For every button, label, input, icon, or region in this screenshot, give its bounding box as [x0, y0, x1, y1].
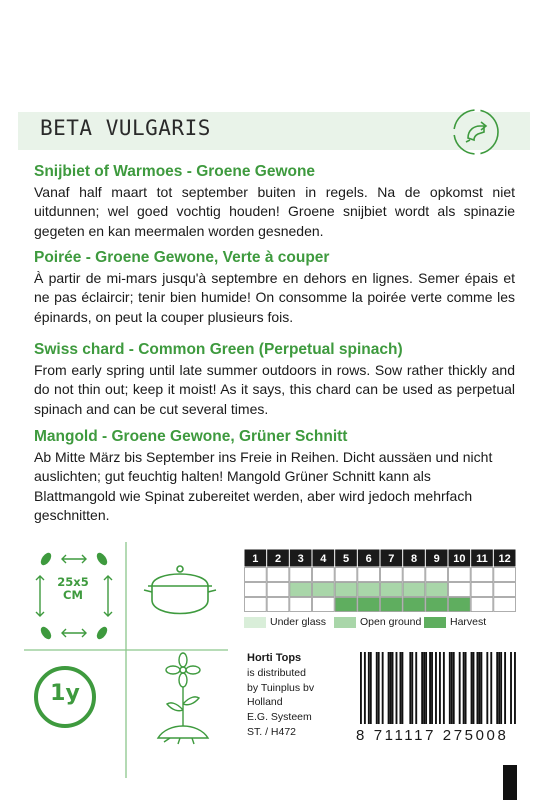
flowering-plant-icon — [150, 650, 216, 748]
calendar-cell-open-ground — [403, 583, 425, 597]
barcode-bar — [498, 652, 500, 724]
barcode-bar — [360, 652, 362, 724]
calendar-cell-under-glass — [335, 568, 357, 582]
calendar-cell-harvest — [426, 598, 448, 612]
calendar-legend — [244, 616, 516, 630]
barcode-bar — [480, 652, 482, 724]
barcode-bar — [392, 652, 394, 724]
legend-harvest: Harvest — [450, 616, 487, 628]
barcode-bar — [411, 652, 413, 724]
calendar-cell-under-glass — [403, 568, 425, 582]
heading-de: Mangold - Groene Gewone, Grüner Schnitt — [34, 428, 348, 445]
barcode-bar — [401, 652, 403, 724]
barcode-bar — [390, 652, 392, 724]
calendar-month-label: 9 — [433, 553, 440, 565]
spacing-unit: CM — [63, 588, 83, 602]
barcode-bar — [459, 652, 461, 724]
spacing-label — [50, 576, 96, 602]
barcode — [360, 652, 516, 724]
legend-swatch-under-glass — [244, 617, 266, 628]
text-fr: À partir de mi-mars jusqu'à septembre en dehors en lignes. Semer épais et ne pas éclaircir; tenir bien humide! On consomme la poirée verte comme les épinards, on peut la couper plusieurs fois. — [34, 270, 515, 325]
barcode-number: 8 711117 275008 — [356, 727, 509, 744]
barcode-bar — [496, 652, 498, 724]
calendar-cell-open-ground — [381, 583, 403, 597]
barcode-bar — [409, 652, 411, 724]
text-en: From early spring until late summer outdoors in rows. Sow rather thickly and do not thin out; keep it moist! As it says, this chard can be used as perpetual spinach and can be cut several times. — [34, 362, 515, 417]
calendar-month-label: 12 — [498, 553, 511, 565]
barcode-bar — [368, 652, 370, 724]
barcode-bar — [465, 652, 467, 724]
legend-under-glass: Under glass — [270, 616, 327, 628]
calendar-month-label: 3 — [297, 553, 304, 565]
heading-fr: Poirée - Groene Gewone, Verte à couper — [34, 249, 330, 266]
calendar-cell-open-ground — [245, 583, 267, 597]
calendar-cell-open-ground — [426, 583, 448, 597]
distributor-block — [247, 651, 314, 740]
calendar-month-label: 1 — [252, 553, 259, 565]
barcode-bar — [463, 652, 465, 724]
calendar-month-label: 4 — [320, 553, 327, 565]
calendar-cell-harvest — [335, 598, 357, 612]
barcode-bar — [364, 652, 366, 724]
heading-nl: Snijbiet of Warmoes - Groene Gewone — [34, 163, 316, 180]
calendar-cell-under-glass — [290, 568, 312, 582]
calendar-cell-under-glass — [494, 568, 516, 582]
recycle-hand-icon — [448, 104, 504, 160]
heading-en: Swiss chard - Common Green (Perpetual spinach) — [34, 341, 403, 358]
species-name: BETA VULGARIS — [40, 116, 211, 140]
calendar-cell-harvest — [381, 598, 403, 612]
distributor-line: by Tuinplus bv — [247, 681, 315, 694]
barcode-bar — [370, 652, 372, 724]
calendar-cell-under-glass — [358, 568, 380, 582]
calendar-cell-open-ground — [449, 583, 471, 597]
calendar-cell-open-ground — [335, 583, 357, 597]
barcode-bar — [421, 652, 423, 724]
barcode-bar — [500, 652, 502, 724]
calendar-cell-open-ground — [471, 583, 493, 597]
distributor-line: ST. / H472 — [247, 725, 297, 738]
calendar-cell-open-ground — [267, 583, 289, 597]
calendar-cell-under-glass — [267, 568, 289, 582]
barcode-bar — [504, 652, 506, 724]
text-nl: Vanaf half maart tot september buiten in regels. Na de opkomst niet uitdunnen; wel goed vochtig houden! Groene snijbiet wordt als spinazie gegeten en kan meermalen worden gesneden. — [34, 184, 515, 239]
distributor-line: Holland — [247, 696, 283, 709]
calendar-cell-harvest — [313, 598, 335, 612]
calendar-cell-harvest — [267, 598, 289, 612]
calendar-cell-harvest — [494, 598, 516, 612]
barcode-bar — [423, 652, 425, 724]
barcode-bar — [435, 652, 437, 724]
barcode-bar — [478, 652, 480, 724]
calendar-cell-harvest — [290, 598, 312, 612]
barcode-bar — [431, 652, 433, 724]
calendar-cell-under-glass — [381, 568, 403, 582]
calendar-month-label: 6 — [365, 553, 372, 565]
barcode-bar — [378, 652, 380, 724]
calendar-cell-open-ground — [358, 583, 380, 597]
calendar-month-label: 11 — [476, 553, 488, 565]
calendar-cell-under-glass — [426, 568, 448, 582]
calendar-cell-open-ground — [313, 583, 335, 597]
barcode-bar — [429, 652, 431, 724]
lifecycle-label: 1y — [50, 681, 80, 706]
barcode-bar — [453, 652, 455, 724]
legend-swatch-open-ground — [334, 617, 356, 628]
barcode-bar — [471, 652, 473, 724]
barcode-bar — [514, 652, 516, 724]
legend-swatch-harvest — [424, 617, 446, 628]
barcode-bar — [399, 652, 401, 724]
calendar-cell-under-glass — [471, 568, 493, 582]
calendar-cell-open-ground — [290, 583, 312, 597]
edge-marker — [503, 765, 517, 800]
barcode-bar — [425, 652, 427, 724]
calendar-cell-harvest — [403, 598, 425, 612]
barcode-bar — [396, 652, 398, 724]
distributor-line: E.G. Systeem — [247, 711, 312, 724]
barcode-bar — [477, 652, 479, 724]
calendar-cell-harvest — [358, 598, 380, 612]
calendar-cell-under-glass — [449, 568, 471, 582]
barcode-bar — [486, 652, 488, 724]
text-de: Ab Mitte März bis September ins Freie in Reihen. Dicht aussäen und nicht auslichten; gut feuchtig halten! Mangold Grüner Schnitt kann als Blattmangold wie Spinat zubereitet werden, aber wird jedoch mehrfach geschnitten. — [34, 449, 493, 524]
barcode-bar — [415, 652, 417, 724]
barcode-bar — [451, 652, 453, 724]
barcode-bar — [376, 652, 378, 724]
barcode-bar — [382, 652, 384, 724]
barcode-bar — [443, 652, 445, 724]
barcode-bar — [439, 652, 441, 724]
calendar-month-label: 10 — [453, 553, 466, 565]
barcode-bar — [510, 652, 512, 724]
calendar-cell-harvest — [245, 598, 267, 612]
calendar-cell-under-glass — [245, 568, 267, 582]
calendar-month-label: 7 — [388, 553, 395, 565]
calendar-cell-harvest — [471, 598, 493, 612]
barcode-bar — [490, 652, 492, 724]
calendar-cell-open-ground — [494, 583, 516, 597]
calendar-month-label: 5 — [342, 553, 350, 565]
pot-icon — [138, 556, 222, 626]
spacing-value: 25x5 — [57, 575, 89, 589]
calendar-month-label: 2 — [274, 553, 282, 565]
barcode-bar — [449, 652, 451, 724]
barcode-bar — [388, 652, 390, 724]
legend-open-ground: Open ground — [360, 616, 422, 628]
calendar-month-label: 8 — [410, 553, 418, 565]
distributor-line: is distributed — [247, 666, 306, 679]
calendar-cell-harvest — [449, 598, 471, 612]
calendar-cell-under-glass — [313, 568, 335, 582]
barcode-bar — [473, 652, 475, 724]
brand-name: Horti Tops — [247, 652, 302, 664]
